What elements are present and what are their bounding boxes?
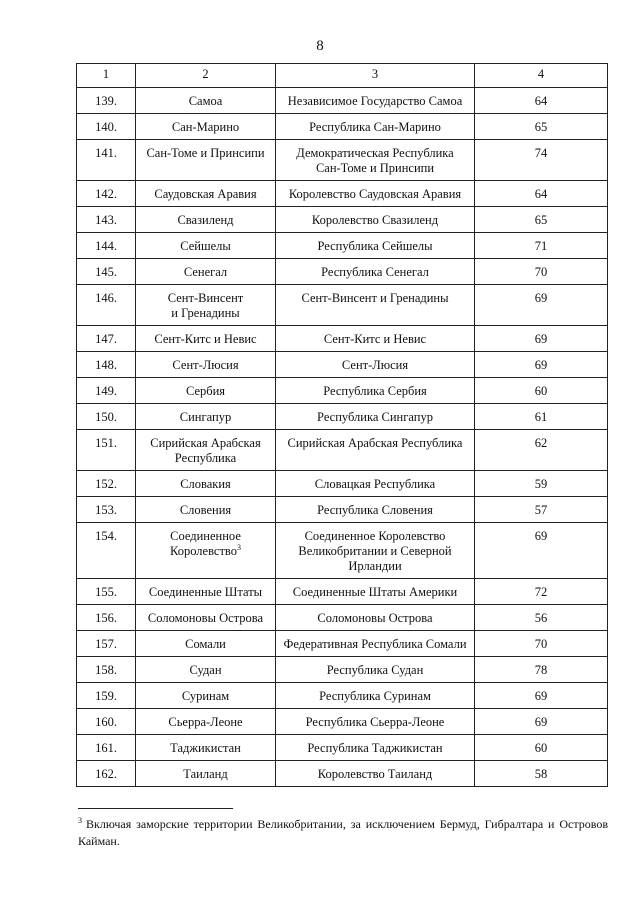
full-name-cell <box>276 579 475 605</box>
short-name-cell-text: Сенегал <box>183 265 228 279</box>
value-cell-text: 65 <box>534 120 548 134</box>
full-name-cell <box>276 735 475 761</box>
full-name-cell-text: Королевство Саудовская Аравия <box>288 187 462 201</box>
full-name-cell-text: Королевство Таиланд <box>317 767 433 781</box>
page-number: 8 <box>316 38 324 54</box>
row-number-cell <box>77 404 136 430</box>
table-row <box>77 430 608 471</box>
short-name-cell <box>136 523 276 579</box>
full-name-cell-text: Республика Сингапур <box>317 410 433 424</box>
full-name-cell-text: Республика Таджикистан <box>307 741 443 755</box>
full-name-cell-text: Словацкая Республика <box>314 477 436 491</box>
header-cell-2: 2 <box>136 64 276 88</box>
value-cell-text: 69 <box>534 358 548 372</box>
short-name-cell-text: Сьерра-Леоне <box>168 715 243 729</box>
table-row <box>77 259 608 285</box>
row-number-cell-text: 146. <box>95 291 117 305</box>
short-name-cell <box>136 352 276 378</box>
header-cell-1: 1 <box>77 64 136 88</box>
value-cell <box>475 88 608 114</box>
table-row <box>77 761 608 787</box>
value-cell <box>475 404 608 430</box>
value-cell <box>475 259 608 285</box>
row-number-cell-text: 158. <box>95 663 117 677</box>
row-number-cell <box>77 657 136 683</box>
short-name-cell-text: Сейшелы <box>180 239 231 253</box>
short-name-cell <box>136 471 276 497</box>
full-name-cell-text: Республика Словения <box>317 503 433 517</box>
value-cell <box>475 326 608 352</box>
row-number-cell <box>77 114 136 140</box>
row-number-cell-text: 152. <box>95 477 117 491</box>
table-row <box>77 523 608 579</box>
value-cell <box>475 735 608 761</box>
value-cell <box>475 378 608 404</box>
short-name-cell <box>136 259 276 285</box>
row-number-cell <box>77 326 136 352</box>
short-name-cell-text: Сент-Китс и Невис <box>154 332 257 346</box>
row-number-cell <box>77 683 136 709</box>
short-name-cell-text: Сент-Винсент и Гренадины <box>167 291 244 320</box>
row-number-cell-text: 154. <box>95 529 117 543</box>
row-number-cell <box>77 430 136 471</box>
short-name-cell-text: Самоа <box>188 94 223 108</box>
row-number-cell-text: 160. <box>95 715 117 729</box>
value-cell <box>475 657 608 683</box>
full-name-cell-text: Сент-Люсия <box>341 358 409 372</box>
full-name-cell-text: Сент-Китс и Невис <box>323 332 427 346</box>
value-cell-text: 64 <box>534 94 548 108</box>
full-name-cell-text: Федеративная Республика Сомали <box>283 637 467 651</box>
short-name-cell <box>136 605 276 631</box>
table-row <box>77 233 608 259</box>
value-cell <box>475 430 608 471</box>
full-name-cell <box>276 207 475 233</box>
row-number-cell <box>77 181 136 207</box>
countries-table <box>76 63 608 787</box>
value-cell <box>475 579 608 605</box>
value-cell-text: 72 <box>534 585 548 599</box>
full-name-cell <box>276 378 475 404</box>
value-cell-text: 74 <box>534 146 548 160</box>
row-number-cell-text: 142. <box>95 187 117 201</box>
full-name-cell-text: Сирийская Арабская Республика <box>287 436 463 450</box>
full-name-cell-text: Соломоновы Острова <box>317 611 433 625</box>
row-number-cell-text: 147. <box>95 332 117 346</box>
full-name-cell <box>276 233 475 259</box>
row-number-cell <box>77 207 136 233</box>
table-row <box>77 735 608 761</box>
short-name-cell-text: Судан <box>189 663 222 677</box>
value-cell-text: 62 <box>534 436 548 450</box>
full-name-cell <box>276 326 475 352</box>
value-cell-text: 69 <box>534 715 548 729</box>
full-name-cell <box>276 140 475 181</box>
value-cell <box>475 497 608 523</box>
value-cell-text: 70 <box>534 265 548 279</box>
short-name-cell-text: Словакия <box>180 477 231 491</box>
table-row <box>77 497 608 523</box>
short-name-cell-text: Соломоновы Острова <box>147 611 264 625</box>
table-row <box>77 378 608 404</box>
value-cell-text: 59 <box>534 477 548 491</box>
table-row <box>77 683 608 709</box>
table-row <box>77 471 608 497</box>
table-row <box>77 631 608 657</box>
row-number-cell <box>77 285 136 326</box>
short-name-cell-text: Сан-Томе и Принсипи <box>146 146 265 160</box>
short-name-cell <box>136 683 276 709</box>
row-number-cell <box>77 140 136 181</box>
row-number-cell <box>77 735 136 761</box>
short-name-cell-text: Словения <box>179 503 232 517</box>
value-cell-text: 58 <box>534 767 548 781</box>
short-name-cell <box>136 735 276 761</box>
short-name-cell-text: Свазиленд <box>177 213 234 227</box>
full-name-cell-text: Королевство Свазиленд <box>311 213 439 227</box>
row-number-cell-text: 144. <box>95 239 117 253</box>
footnote-text: Включая заморские территории Великобритании, за исключением Бермуд, Гибралтара и Островов Кайман. <box>78 817 608 848</box>
full-name-cell-text: Соединенное Королевство Великобритании и Северной Ирландии <box>298 529 452 573</box>
table-row <box>77 352 608 378</box>
short-name-cell <box>136 404 276 430</box>
row-number-cell <box>77 88 136 114</box>
value-cell-text: 56 <box>534 611 548 625</box>
short-name-cell <box>136 761 276 787</box>
row-number-cell-text: 156. <box>95 611 117 625</box>
full-name-cell-text: Сент-Винсент и Гренадины <box>301 291 449 305</box>
row-number-cell <box>77 605 136 631</box>
row-number-cell-text: 150. <box>95 410 117 424</box>
value-cell-text: 65 <box>534 213 548 227</box>
value-cell <box>475 181 608 207</box>
row-number-cell-text: 161. <box>95 741 117 755</box>
value-cell-text: 78 <box>534 663 548 677</box>
full-name-cell-text: Соединенные Штаты Америки <box>292 585 458 599</box>
full-name-cell <box>276 114 475 140</box>
row-number-cell-text: 149. <box>95 384 117 398</box>
value-cell-text: 71 <box>534 239 548 253</box>
full-name-cell-text: Республика Сербия <box>323 384 427 398</box>
short-name-cell-text: Сербия <box>185 384 226 398</box>
row-number-cell-text: 140. <box>95 120 117 134</box>
full-name-cell-text: Республика Сьерра-Леоне <box>305 715 445 729</box>
row-number-cell-text: 148. <box>95 358 117 372</box>
value-cell <box>475 761 608 787</box>
value-cell-text: 64 <box>534 187 548 201</box>
table-row <box>77 114 608 140</box>
row-number-cell-text: 153. <box>95 503 117 517</box>
value-cell <box>475 140 608 181</box>
short-name-cell-text: Саудовская Аравия <box>154 187 257 201</box>
row-number-cell <box>77 378 136 404</box>
table-row <box>77 326 608 352</box>
value-cell <box>475 207 608 233</box>
full-name-cell <box>276 285 475 326</box>
table-row <box>77 657 608 683</box>
short-name-cell <box>136 233 276 259</box>
full-name-cell-text: Республика Сенегал <box>321 265 429 279</box>
full-name-cell-text: Независимое Государство Самоа <box>287 94 463 108</box>
short-name-cell <box>136 114 276 140</box>
row-number-cell <box>77 352 136 378</box>
value-cell <box>475 233 608 259</box>
table-row <box>77 605 608 631</box>
table-header-row <box>77 64 608 88</box>
short-name-cell <box>136 181 276 207</box>
row-number-cell <box>77 497 136 523</box>
full-name-cell <box>276 181 475 207</box>
value-cell <box>475 631 608 657</box>
table-row <box>77 207 608 233</box>
short-name-cell-text: Сирийская Арабская Республика <box>150 436 261 465</box>
full-name-cell <box>276 471 475 497</box>
short-name-cell <box>136 709 276 735</box>
value-cell <box>475 285 608 326</box>
short-name-cell <box>136 207 276 233</box>
row-number-cell-text: 139. <box>95 94 117 108</box>
full-name-cell <box>276 259 475 285</box>
value-cell-text: 60 <box>534 384 548 398</box>
row-number-cell <box>77 471 136 497</box>
table-row <box>77 579 608 605</box>
full-name-cell <box>276 631 475 657</box>
row-number-cell <box>77 259 136 285</box>
short-name-cell-text: Сент-Люсия <box>172 358 239 372</box>
row-number-cell-text: 141. <box>95 146 117 160</box>
row-number-cell <box>77 523 136 579</box>
footnote <box>78 816 608 850</box>
row-number-cell-text: 155. <box>95 585 117 599</box>
value-cell <box>475 709 608 735</box>
value-cell <box>475 605 608 631</box>
full-name-cell <box>276 430 475 471</box>
short-name-cell <box>136 326 276 352</box>
table-row <box>77 404 608 430</box>
value-cell-text: 69 <box>534 291 548 305</box>
table-row <box>77 88 608 114</box>
short-name-cell-text: Таиланд <box>183 767 228 781</box>
row-number-cell <box>77 579 136 605</box>
short-name-cell-text: Таджикистан <box>170 741 241 755</box>
short-name-cell <box>136 631 276 657</box>
full-name-cell <box>276 761 475 787</box>
footnote-reference: 3 <box>237 542 241 552</box>
value-cell-text: 70 <box>534 637 548 651</box>
full-name-cell-text: Республика Суринам <box>319 689 431 703</box>
value-cell-text: 57 <box>534 503 548 517</box>
table-row <box>77 709 608 735</box>
value-cell-text: 61 <box>534 410 548 424</box>
value-cell-text: 69 <box>534 529 548 543</box>
short-name-cell <box>136 140 276 181</box>
short-name-cell <box>136 285 276 326</box>
short-name-cell <box>136 497 276 523</box>
footnote-divider <box>78 808 233 809</box>
short-name-cell-text: Соединенное Королевство <box>170 529 241 558</box>
header-cell-3: 3 <box>276 64 475 88</box>
full-name-cell <box>276 709 475 735</box>
short-name-cell <box>136 579 276 605</box>
row-number-cell <box>77 631 136 657</box>
full-name-cell <box>276 683 475 709</box>
short-name-cell <box>136 657 276 683</box>
row-number-cell-text: 143. <box>95 213 117 227</box>
full-name-cell <box>276 523 475 579</box>
full-name-cell-text: Демократическая Республика Сан-Томе и Принсипи <box>296 146 454 175</box>
full-name-cell <box>276 497 475 523</box>
full-name-cell-text: Республика Судан <box>326 663 424 677</box>
short-name-cell-text: Сингапур <box>179 410 232 424</box>
table-row <box>77 140 608 181</box>
row-number-cell-text: 159. <box>95 689 117 703</box>
full-name-cell <box>276 657 475 683</box>
value-cell-text: 69 <box>534 332 548 346</box>
full-name-cell <box>276 605 475 631</box>
short-name-cell <box>136 430 276 471</box>
short-name-cell-text: Соединенные Штаты <box>148 585 263 599</box>
value-cell <box>475 471 608 497</box>
footnote-mark: 3 <box>78 816 82 825</box>
row-number-cell-text: 157. <box>95 637 117 651</box>
table-body <box>77 64 608 787</box>
value-cell <box>475 523 608 579</box>
short-name-cell-text: Сан-Марино <box>171 120 240 134</box>
value-cell <box>475 352 608 378</box>
short-name-cell <box>136 378 276 404</box>
row-number-cell-text: 151. <box>95 436 117 450</box>
value-cell-text: 60 <box>534 741 548 755</box>
table-row <box>77 181 608 207</box>
short-name-cell <box>136 88 276 114</box>
header-cell-4: 4 <box>475 64 608 88</box>
short-name-cell-text: Суринам <box>181 689 230 703</box>
full-name-cell <box>276 404 475 430</box>
full-name-cell <box>276 352 475 378</box>
row-number-cell <box>77 233 136 259</box>
value-cell <box>475 114 608 140</box>
full-name-cell-text: Республика Сан-Марино <box>309 120 441 134</box>
row-number-cell <box>77 709 136 735</box>
row-number-cell-text: 145. <box>95 265 117 279</box>
full-name-cell-text: Республика Сейшелы <box>317 239 433 253</box>
value-cell-text: 69 <box>534 689 548 703</box>
short-name-cell-text: Сомали <box>185 637 226 651</box>
row-number-cell <box>77 761 136 787</box>
full-name-cell <box>276 88 475 114</box>
row-number-cell-text: 162. <box>95 767 117 781</box>
value-cell <box>475 683 608 709</box>
table-row <box>77 285 608 326</box>
